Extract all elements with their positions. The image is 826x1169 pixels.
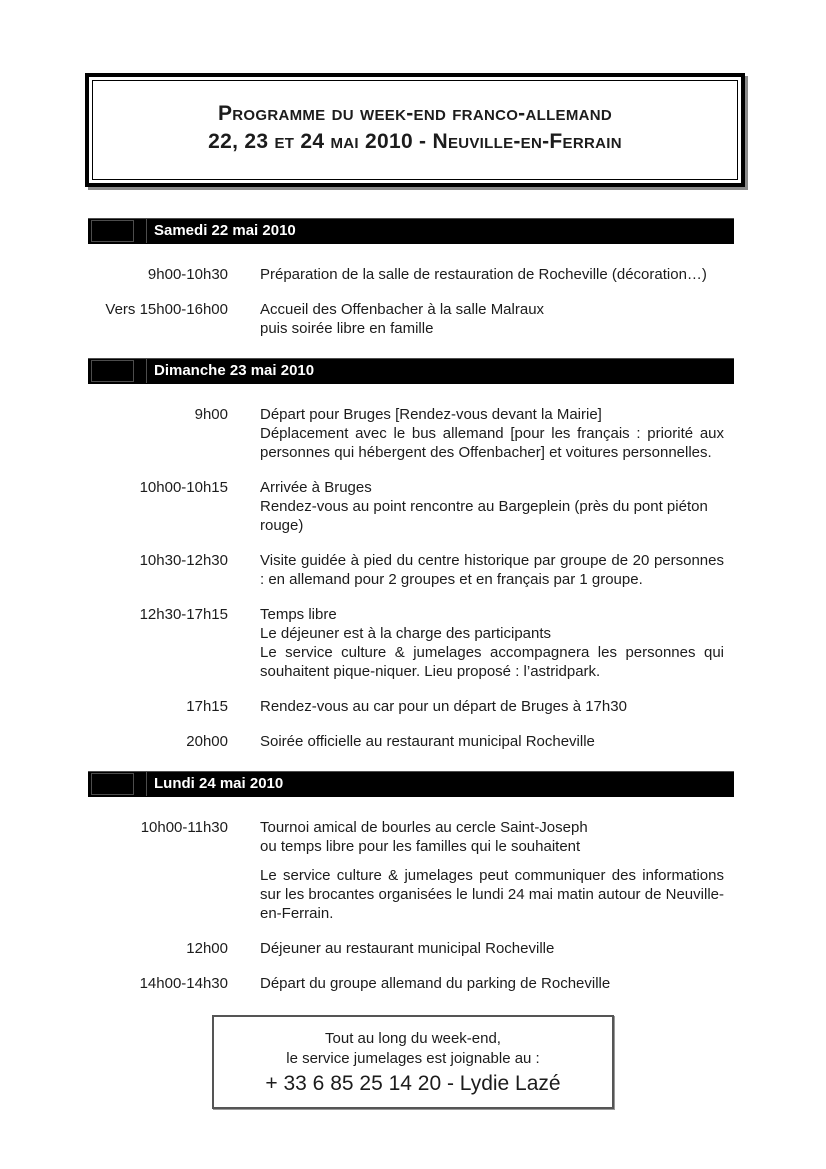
schedule-text-line: Le service culture & jumelages peut communiquer des informations sur les brocantes organisées le lundi 24 mai matin autour de Neuville-en-Ferrain. [260, 867, 724, 922]
schedule-text-line: Accueil des Offenbacher à la salle Malraux [260, 301, 545, 318]
section-header-bar [88, 358, 734, 384]
schedule-sections [88, 218, 734, 993]
schedule-text-line: Rendez-vous au car pour un départ de Bruges à 17h30 [260, 698, 627, 715]
section-bar-left-cell [91, 220, 134, 242]
schedule-time: Vers 15h00-16h00 [105, 301, 228, 318]
schedule-text-line: Soirée officielle au restaurant municipal Rocheville [260, 733, 595, 750]
schedule-paragraph [260, 818, 724, 856]
schedule-paragraph [260, 424, 724, 462]
section-header-bar [88, 218, 734, 244]
schedule-row [88, 300, 734, 338]
schedule-paragraph [260, 732, 724, 751]
schedule-row [88, 974, 734, 993]
document-title-line2: 22, 23 et 24 mai 2010 - Neuville-en-Ferrain [208, 130, 622, 153]
title-box [85, 73, 745, 187]
schedule-time: 10h00-10h15 [139, 479, 228, 496]
schedule-text-line: Départ du groupe allemand du parking de Rocheville [260, 975, 611, 992]
schedule-time: 10h30-12h30 [139, 552, 228, 569]
schedule-time: 17h15 [186, 698, 228, 715]
schedule-paragraph [260, 265, 724, 284]
schedule-row [88, 265, 734, 284]
schedule-time: 10h00-11h30 [140, 819, 228, 836]
schedule-description [260, 939, 724, 958]
schedule-description [260, 697, 724, 716]
schedule-text-line: puis soirée libre en famille [260, 320, 434, 337]
schedule-time: 9h00-10h30 [147, 266, 228, 283]
schedule-paragraph [260, 643, 724, 681]
schedule-paragraph [260, 697, 724, 716]
contact-phone: + 33 6 85 25 14 20 - Lydie Lazé [265, 1072, 561, 1095]
schedule-description [260, 732, 724, 751]
schedule-description [260, 405, 724, 462]
schedule-time: 12h30-17h15 [139, 606, 228, 623]
schedule-text-line: Tournoi amical de bourles au cercle Saint-Joseph [260, 819, 588, 836]
schedule-text-line: Le service culture & jumelages accompagnera les personnes qui souhaitent pique-niquer. Lieu proposé : l’astridpark. [260, 644, 724, 680]
schedule-text-line: ou temps libre pour les familles qui le souhaitent [260, 838, 581, 855]
schedule-paragraph [260, 405, 724, 424]
schedule-time: 12h00 [186, 940, 228, 957]
document-title-line1: Programme du week-end franco-allemand [217, 102, 613, 125]
schedule-description [260, 818, 724, 923]
schedule-paragraph [260, 866, 724, 923]
contact-line2: le service jumelages est joignable au : [286, 1050, 540, 1067]
schedule-description [260, 551, 724, 589]
schedule-row [88, 697, 734, 716]
schedule-text-line: Visite guidée à pied du centre historique par groupe de 20 personnes : en allemand pour 2 groupes et en français par 1 groupe. [260, 552, 724, 588]
schedule-row [88, 732, 734, 751]
section-header-bar [88, 771, 734, 797]
schedule-text-line: Rendez-vous au point rencontre au Bargeplein (près du pont piéton rouge) [260, 498, 708, 534]
schedule-time: 20h00 [186, 733, 228, 750]
section-bar-divider [146, 772, 147, 796]
schedule-description [260, 974, 724, 993]
title-box-inner [92, 80, 738, 180]
schedule-paragraph [260, 605, 724, 643]
schedule-description [260, 300, 724, 338]
section-bar-divider [146, 359, 147, 383]
section-bar-divider [146, 219, 147, 243]
schedule-text-line: Le déjeuner est à la charge des participants [260, 625, 552, 642]
schedule-paragraph [260, 478, 724, 497]
schedule-row [88, 605, 734, 681]
schedule-paragraph [260, 551, 724, 589]
section-header-label: Lundi 24 mai 2010 [154, 775, 284, 792]
section-bar-left-cell [91, 360, 134, 382]
schedule-description [260, 265, 724, 284]
contact-line1: Tout au long du week-end, [325, 1030, 501, 1047]
schedule-text-line: Déjeuner au restaurant municipal Rocheville [260, 940, 555, 957]
schedule-row [88, 939, 734, 958]
schedule-description [260, 605, 724, 681]
schedule-text-line: Déplacement avec le bus allemand [pour les français : priorité aux personnes qui hébergent des Offenbacher] et voitures personnelles. [260, 425, 724, 461]
contact-box [212, 1015, 614, 1109]
schedule-row [88, 818, 734, 923]
section-header-label: Dimanche 23 mai 2010 [154, 362, 315, 379]
schedule-text-line: Temps libre [260, 606, 337, 623]
schedule-text-line: Préparation de la salle de restauration de Rocheville (décoration…) [260, 266, 707, 283]
schedule-paragraph [260, 939, 724, 958]
schedule-paragraph [260, 974, 724, 993]
schedule-time: 14h00-14h30 [139, 975, 228, 992]
schedule-text-line: Départ pour Bruges [Rendez-vous devant la Mairie] [260, 406, 602, 423]
schedule-time: 9h00 [194, 406, 228, 423]
section-header-label: Samedi 22 mai 2010 [154, 222, 296, 239]
schedule-row [88, 405, 734, 462]
schedule-paragraph [260, 497, 724, 535]
schedule-row [88, 478, 734, 535]
schedule-text-line: Arrivée à Bruges [260, 479, 372, 496]
schedule-row [88, 551, 734, 589]
section-bar-left-cell [91, 773, 134, 795]
schedule-paragraph [260, 300, 724, 338]
schedule-description [260, 478, 724, 535]
